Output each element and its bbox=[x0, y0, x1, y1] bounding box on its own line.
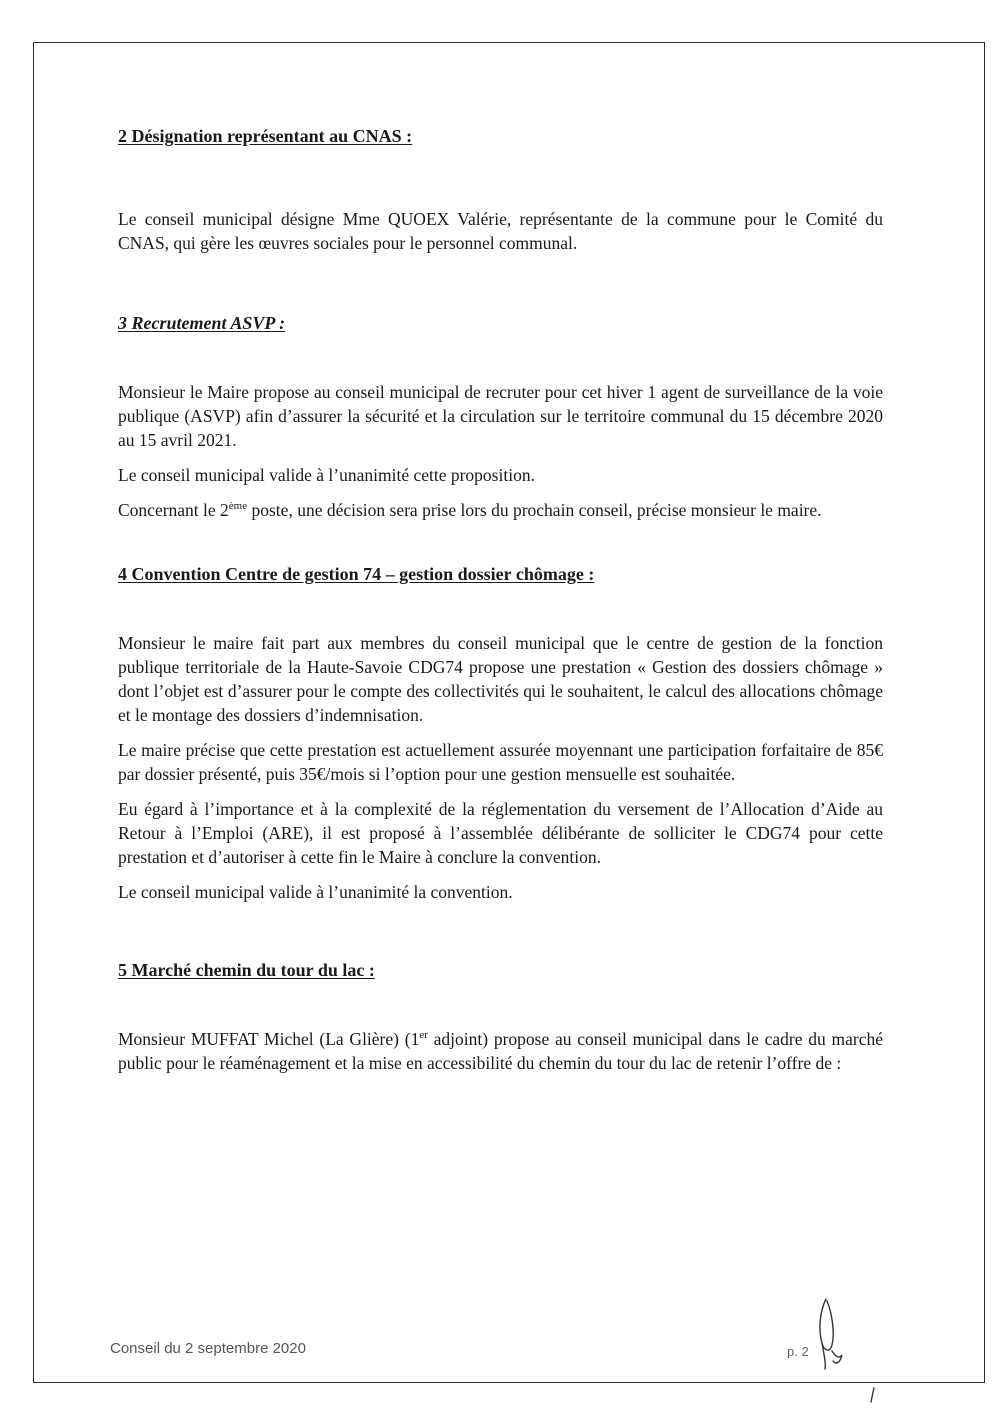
footer-meeting-date: Conseil du 2 septembre 2020 bbox=[110, 1340, 306, 1357]
document-body bbox=[118, 126, 883, 1075]
ordinal-superscript: er bbox=[419, 1029, 428, 1042]
paragraph-asvp-proposal: Monsieur le Maire propose au conseil municipal de recruter pour cet hiver 1 agent de surveillance de la voie publique (ASVP) afin d’assurer la sécurité et la circulation sur le territoire communal du 15 décembre 2020 au 15 avril 2021. bbox=[118, 382, 883, 450]
ordinal-superscript: ème bbox=[228, 500, 248, 513]
section-heading-marche-lac: 5 Marché chemin du tour du lac : bbox=[118, 960, 375, 980]
handwritten-initials bbox=[812, 1293, 846, 1373]
footer-page-number: p. 2 bbox=[787, 1344, 809, 1359]
section-heading-asvp: 3 Recrutement ASVP : bbox=[118, 313, 286, 333]
second-post-text-start: Concernant le 2 bbox=[118, 500, 229, 520]
paragraph-cdg74-validation: Le conseil municipal valide à l’unanimité la convention. bbox=[118, 882, 513, 902]
paragraph-cdg74-pricing: Le maire précise que cette prestation est actuellement assurée moyennant une participation forfaitaire de 85€ par dossier présenté, puis 35€/mois si l’option pour une gestion mensuelle est souhaitée. bbox=[118, 740, 883, 784]
paragraph-cdg74-proposal: Eu égard à l’importance et à la complexité de la réglementation du versement de l’Allocation d’Aide au Retour à l’Emploi (ARE), il est proposé à l’assemblée délibérante de solliciter le CDG74 pour cette prestation et d’autoriser à cette fin le Maire à conclure la convention. bbox=[118, 799, 883, 867]
pen-mark bbox=[868, 1386, 878, 1404]
marche-text-start: Monsieur MUFFAT Michel (La Glière) (1 bbox=[118, 1029, 420, 1049]
section-heading-convention-cdg74: 4 Convention Centre de gestion 74 – gestion dossier chômage : bbox=[118, 564, 595, 584]
section-heading-cnas: 2 Désignation représentant au CNAS : bbox=[118, 126, 413, 146]
marche-text-end: adjoint) propose au conseil municipal dans le cadre du marché public pour le réaménagement et la mise en accessibilité du chemin du tour du lac de retenir l’offre de : bbox=[118, 1029, 884, 1073]
paragraph-marche-lac-offer bbox=[118, 1027, 883, 1075]
second-post-text-end: poste, une décision sera prise lors du prochain conseil, précise monsieur le maire. bbox=[247, 500, 822, 520]
paragraph-asvp-validation: Le conseil municipal valide à l’unanimité cette proposition. bbox=[118, 465, 535, 485]
paragraph-asvp-second-post bbox=[118, 498, 883, 522]
paragraph-cnas-designation: Le conseil municipal désigne Mme QUOEX Valérie, représentante de la commune pour le Comité du CNAS, qui gère les œuvres sociales pour le personnel communal. bbox=[118, 209, 883, 253]
paragraph-cdg74-offer: Monsieur le maire fait part aux membres du conseil municipal que le centre de gestion de la fonction publique territoriale de la Haute-Savoie CDG74 propose une prestation « Gestion des dossiers chômage » dont l’objet est d’assurer pour le compte des collectivités qui le souhaitent, le calcul des allocations chômage et le montage des dossiers d’indemnisation. bbox=[118, 633, 883, 725]
